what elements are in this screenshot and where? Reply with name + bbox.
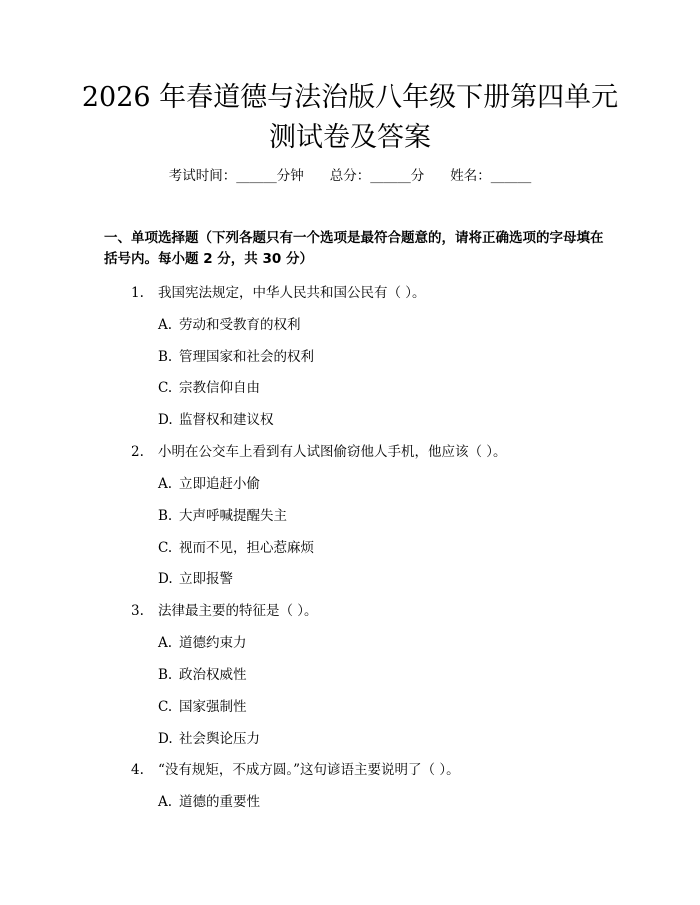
option-letter: D.	[158, 571, 173, 587]
option-text: 劳动和受教育的权利	[179, 317, 301, 333]
option-text: 宗教信仰自由	[179, 380, 260, 396]
option-text: 大声呼喊提醒失主	[179, 508, 287, 524]
question-number: 2.	[131, 444, 144, 460]
question-1	[131, 283, 426, 303]
question-3-option-c	[158, 697, 247, 717]
question-text: 法律最主要的特征是（ ）。	[158, 603, 318, 619]
option-letter: B.	[158, 349, 173, 365]
question-2	[131, 442, 507, 462]
question-1-option-c	[158, 378, 260, 398]
exam-score: 总分：______分	[329, 168, 425, 184]
option-letter: C.	[158, 540, 173, 556]
option-text: 立即报警	[179, 571, 233, 587]
option-letter: D.	[158, 412, 173, 428]
option-letter: A.	[158, 794, 173, 810]
question-1-option-b	[158, 347, 314, 367]
option-letter: C.	[158, 699, 173, 715]
question-1-option-d	[158, 410, 274, 430]
question-3-option-a	[158, 633, 247, 653]
question-3-option-b	[158, 665, 247, 685]
option-text: 视而不见，担心惹麻烦	[179, 540, 314, 556]
question-text: “没有规矩，不成方圆。”这句谚语主要说明了（ ）。	[158, 762, 460, 778]
question-2-option-d	[158, 569, 233, 589]
option-letter: B.	[158, 508, 173, 524]
option-text: 道德约束力	[179, 635, 247, 651]
option-letter: A.	[158, 317, 173, 333]
title-line-1: 2026 年春道德与法治版八年级下册第四单元	[81, 82, 619, 113]
option-text: 国家强制性	[179, 699, 247, 715]
question-2-option-c	[158, 538, 314, 558]
question-text: 小明在公交车上看到有人试图偷窃他人手机，他应该（ ）。	[158, 444, 507, 460]
question-2-option-b	[158, 506, 287, 526]
option-letter: A.	[158, 476, 173, 492]
option-letter: B.	[158, 667, 173, 683]
option-letter: C.	[158, 380, 173, 396]
question-3	[131, 601, 318, 621]
question-number: 4.	[131, 762, 144, 778]
option-text: 道德的重要性	[179, 794, 260, 810]
section-heading: 一、单项选择题（下列各题只有一个选项是最符合题意的，请将正确选项的字母填在括号内。每小题 2 分，共 30 分）	[104, 230, 604, 267]
option-text: 管理国家和社会的权利	[179, 349, 314, 365]
question-number: 1.	[131, 285, 144, 301]
option-letter: D.	[158, 731, 173, 747]
option-letter: A.	[158, 635, 173, 651]
question-number: 3.	[131, 603, 144, 619]
exam-name: 姓名：______	[450, 168, 532, 184]
option-text: 政治权威性	[179, 667, 247, 683]
question-text: 我国宪法规定，中华人民共和国公民有（ ）。	[158, 285, 426, 301]
question-2-option-a	[158, 474, 260, 494]
question-4	[131, 760, 460, 780]
title-line-2: 测试卷及答案	[269, 122, 431, 153]
option-text: 社会舆论压力	[179, 731, 260, 747]
document-title	[0, 78, 700, 158]
option-text: 立即追赶小偷	[179, 476, 260, 492]
exam-time: 考试时间：______分钟	[168, 168, 304, 184]
question-4-option-a	[158, 792, 260, 812]
question-3-option-d	[158, 729, 260, 749]
exam-meta	[0, 166, 700, 186]
question-1-option-a	[158, 315, 301, 335]
option-text: 监督权和建议权	[179, 412, 274, 428]
